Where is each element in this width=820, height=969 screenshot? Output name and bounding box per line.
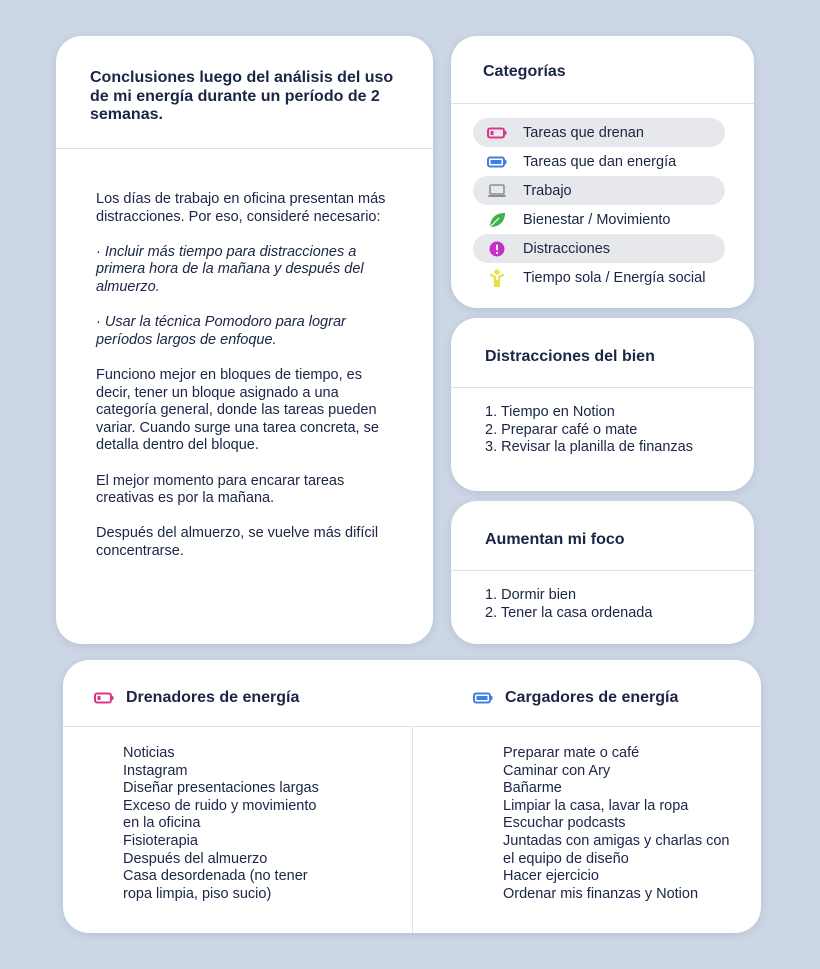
leaf-icon (487, 212, 507, 228)
list-item: Instagram (123, 762, 188, 779)
category-item (473, 205, 725, 234)
list-item: Preparar mate o café (503, 745, 640, 761)
conclusions-card (56, 36, 433, 644)
energy-headers (63, 660, 761, 727)
conclusions-body (56, 149, 433, 560)
distractions-title: Distracciones del bien (451, 318, 754, 388)
list-item: Caminar con Ary (503, 762, 611, 779)
list-item: 2. Tener la casa ordenada (485, 604, 653, 621)
conclusions-paragraph: · Usar la técnica Pomodoro para lograr períodos largos de enfoque. (96, 314, 346, 348)
category-item (473, 147, 725, 176)
categories-card (451, 36, 754, 308)
conclusions-paragraph: El mejor momento para encarar tareas creativas es por la mañana. (96, 472, 345, 507)
list-item: Juntadas con amigas y charlas con el equipo de diseño (503, 832, 730, 867)
category-item (473, 176, 725, 205)
conclusions-paragraph: Los días de trabajo en oficina presentan más distracciones. Por eso, consideré necesario: (96, 191, 386, 225)
battery-low-icon (94, 692, 114, 704)
list-item: Exceso de ruido y movimiento en la oficina (123, 797, 317, 832)
drainers-list (63, 727, 333, 903)
drainers-heading (94, 689, 299, 707)
chargers-column (413, 727, 761, 933)
drainers-title: Drenadores de energía (126, 689, 300, 706)
list-item: 1. Tiempo en Notion (485, 404, 615, 420)
energy-card (63, 660, 761, 933)
category-label: Trabajo (523, 182, 572, 199)
focus-card (451, 501, 754, 644)
categories-list (451, 104, 754, 292)
category-item (473, 118, 725, 147)
distractions-list (451, 388, 754, 457)
category-label: Tiempo sola / Energía social (523, 269, 706, 286)
focus-list (451, 571, 754, 622)
conclusions-paragraph: · Incluir más tiempo para distracciones a primera hora de la mañana y después del almuerzo. (96, 243, 364, 295)
chargers-title: Cargadores de energía (505, 689, 679, 706)
battery-full-icon (487, 156, 507, 168)
person-icon (487, 269, 507, 287)
category-label: Bienestar / Movimiento (523, 211, 671, 228)
distractions-card (451, 318, 754, 491)
chargers-heading (473, 689, 678, 707)
drainers-column (63, 727, 413, 933)
battery-low-icon (487, 127, 507, 139)
list-item: Escuchar podcasts (503, 815, 626, 832)
category-item (473, 263, 725, 292)
conclusions-paragraph: Después del almuerzo, se vuelve más difícil concentrarse. (96, 525, 379, 559)
list-item: Fisioterapia (123, 832, 198, 849)
list-item: Diseñar presentaciones largas (123, 780, 319, 797)
category-label: Tareas que dan energía (523, 153, 677, 170)
categories-title: Categorías (451, 36, 754, 104)
category-label: Distracciones (523, 240, 611, 257)
category-label: Tareas que drenan (523, 124, 644, 141)
conclusions-title: Conclusiones luego del análisis del uso de mi energía durante un período de 2 semanas. (56, 36, 433, 149)
list-item: Limpiar la casa, lavar la ropa (503, 797, 689, 814)
list-item: Casa desordenada (no tener ropa limpia, piso sucio) (123, 868, 308, 902)
list-item: Hacer ejercicio (503, 868, 599, 885)
category-item (473, 234, 725, 263)
list-item: Noticias (123, 745, 175, 761)
list-item: 1. Dormir bien (485, 587, 577, 603)
battery-full-icon (473, 692, 493, 704)
list-item: 2. Preparar café o mate (485, 421, 638, 438)
chargers-list (413, 727, 743, 903)
list-item: 3. Revisar la planilla de finanzas (485, 439, 693, 456)
alert-icon (487, 241, 507, 257)
laptop-icon (487, 184, 507, 198)
focus-title: Aumentan mi foco (451, 501, 754, 571)
list-item: Bañarme (503, 780, 562, 797)
list-item: Ordenar mis finanzas y Notion (503, 885, 699, 902)
list-item: Después del almuerzo (123, 850, 268, 867)
conclusions-paragraph: Funciono mejor en bloques de tiempo, es decir, tener un bloque asignado a una categoría general, donde las tareas pueden variar. Cuando surge una tarea concreta, se detalla dentro del bloque. (96, 366, 379, 454)
